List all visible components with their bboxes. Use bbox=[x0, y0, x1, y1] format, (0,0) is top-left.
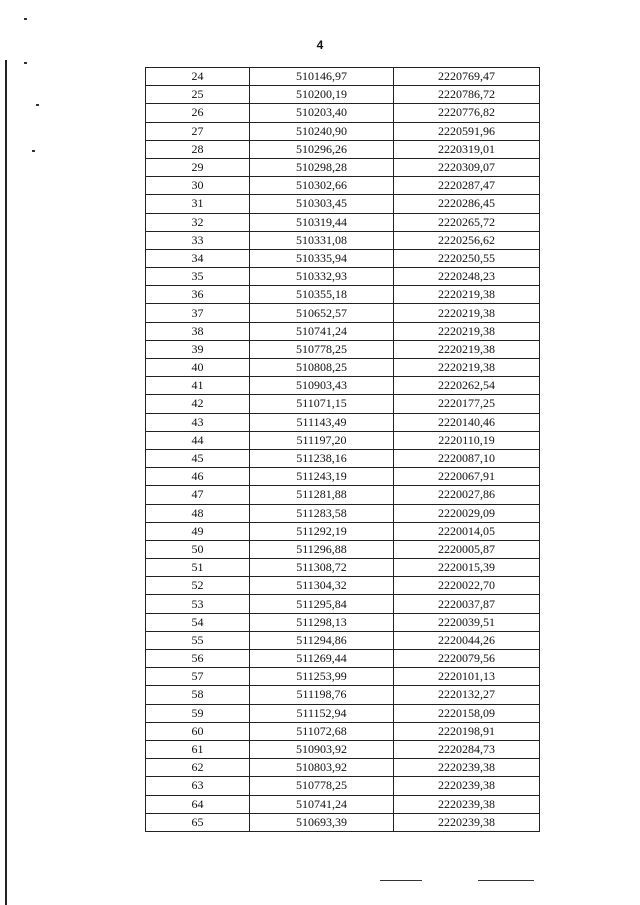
y-coordinate-cell: 2220250,55 bbox=[394, 249, 540, 267]
point-number-cell: 53 bbox=[146, 595, 250, 613]
x-coordinate-cell: 510303,45 bbox=[250, 195, 394, 213]
x-coordinate-cell: 510331,08 bbox=[250, 231, 394, 249]
y-coordinate-cell: 2220219,38 bbox=[394, 340, 540, 358]
table-row bbox=[146, 722, 540, 740]
y-coordinate-cell: 2220177,25 bbox=[394, 395, 540, 413]
y-coordinate-cell: 2220101,13 bbox=[394, 668, 540, 686]
point-number-cell: 39 bbox=[146, 340, 250, 358]
point-number-cell: 45 bbox=[146, 449, 250, 467]
table-row bbox=[146, 68, 540, 86]
y-coordinate-cell: 2220287,47 bbox=[394, 177, 540, 195]
y-coordinate-cell: 2220005,87 bbox=[394, 540, 540, 558]
y-coordinate-cell: 2220014,05 bbox=[394, 522, 540, 540]
point-number-cell: 33 bbox=[146, 231, 250, 249]
table-row bbox=[146, 650, 540, 668]
table-row bbox=[146, 813, 540, 831]
point-number-cell: 59 bbox=[146, 704, 250, 722]
x-coordinate-cell: 511298,13 bbox=[250, 613, 394, 631]
x-coordinate-cell: 510903,43 bbox=[250, 377, 394, 395]
point-number-cell: 51 bbox=[146, 559, 250, 577]
y-coordinate-cell: 2220262,54 bbox=[394, 377, 540, 395]
point-number-cell: 57 bbox=[146, 668, 250, 686]
x-coordinate-cell: 510302,66 bbox=[250, 177, 394, 195]
table-row bbox=[146, 504, 540, 522]
table-row bbox=[146, 631, 540, 649]
point-number-cell: 48 bbox=[146, 504, 250, 522]
point-number-cell: 60 bbox=[146, 722, 250, 740]
table-row bbox=[146, 322, 540, 340]
point-number-cell: 50 bbox=[146, 540, 250, 558]
table-row bbox=[146, 595, 540, 613]
table-row bbox=[146, 668, 540, 686]
x-coordinate-cell: 511283,58 bbox=[250, 504, 394, 522]
y-coordinate-cell: 2220248,23 bbox=[394, 268, 540, 286]
x-coordinate-cell: 511238,16 bbox=[250, 449, 394, 467]
table-row bbox=[146, 195, 540, 213]
point-number-cell: 49 bbox=[146, 522, 250, 540]
x-coordinate-cell: 510240,90 bbox=[250, 122, 394, 140]
point-number-cell: 46 bbox=[146, 468, 250, 486]
y-coordinate-cell: 2220265,72 bbox=[394, 213, 540, 231]
y-coordinate-cell: 2220591,96 bbox=[394, 122, 540, 140]
table-row bbox=[146, 340, 540, 358]
x-coordinate-cell: 510296,26 bbox=[250, 140, 394, 158]
x-coordinate-cell: 511143,49 bbox=[250, 413, 394, 431]
y-coordinate-cell: 2220027,86 bbox=[394, 486, 540, 504]
y-coordinate-cell: 2220319,01 bbox=[394, 140, 540, 158]
point-number-cell: 62 bbox=[146, 759, 250, 777]
x-coordinate-cell: 511243,19 bbox=[250, 468, 394, 486]
table-row bbox=[146, 468, 540, 486]
y-coordinate-cell: 2220219,38 bbox=[394, 286, 540, 304]
x-coordinate-cell: 511198,76 bbox=[250, 686, 394, 704]
y-coordinate-cell: 2220158,09 bbox=[394, 704, 540, 722]
x-coordinate-cell: 511072,68 bbox=[250, 722, 394, 740]
x-coordinate-cell: 511294,86 bbox=[250, 631, 394, 649]
page-number: 4 bbox=[316, 38, 324, 52]
point-number-cell: 52 bbox=[146, 577, 250, 595]
x-coordinate-cell: 511296,88 bbox=[250, 540, 394, 558]
y-coordinate-cell: 2220029,09 bbox=[394, 504, 540, 522]
table-row bbox=[146, 122, 540, 140]
point-number-cell: 63 bbox=[146, 777, 250, 795]
point-number-cell: 36 bbox=[146, 286, 250, 304]
x-coordinate-cell: 511308,72 bbox=[250, 559, 394, 577]
table-row bbox=[146, 177, 540, 195]
table-row bbox=[146, 304, 540, 322]
table-row bbox=[146, 377, 540, 395]
table-row bbox=[146, 686, 540, 704]
x-coordinate-cell: 510741,24 bbox=[250, 322, 394, 340]
point-number-cell: 32 bbox=[146, 213, 250, 231]
table-row bbox=[146, 777, 540, 795]
y-coordinate-cell: 2220219,38 bbox=[394, 322, 540, 340]
x-coordinate-cell: 510741,24 bbox=[250, 795, 394, 813]
x-coordinate-cell: 510200,19 bbox=[250, 86, 394, 104]
y-coordinate-cell: 2220140,46 bbox=[394, 413, 540, 431]
table-row bbox=[146, 431, 540, 449]
coordinates-table bbox=[145, 67, 540, 832]
point-number-cell: 37 bbox=[146, 304, 250, 322]
point-number-cell: 40 bbox=[146, 359, 250, 377]
x-coordinate-cell: 510298,28 bbox=[250, 158, 394, 176]
point-number-cell: 65 bbox=[146, 813, 250, 831]
y-coordinate-cell: 2220087,10 bbox=[394, 449, 540, 467]
x-coordinate-cell: 511281,88 bbox=[250, 486, 394, 504]
x-coordinate-cell: 510355,18 bbox=[250, 286, 394, 304]
x-coordinate-cell: 510803,92 bbox=[250, 759, 394, 777]
x-coordinate-cell: 511292,19 bbox=[250, 522, 394, 540]
point-number-cell: 31 bbox=[146, 195, 250, 213]
table-row bbox=[146, 286, 540, 304]
table-row bbox=[146, 795, 540, 813]
point-number-cell: 34 bbox=[146, 249, 250, 267]
table-row bbox=[146, 449, 540, 467]
point-number-cell: 61 bbox=[146, 740, 250, 758]
y-coordinate-cell: 2220039,51 bbox=[394, 613, 540, 631]
table-row bbox=[146, 540, 540, 558]
y-coordinate-cell: 2220786,72 bbox=[394, 86, 540, 104]
table-row bbox=[146, 413, 540, 431]
y-coordinate-cell: 2220239,38 bbox=[394, 777, 540, 795]
y-coordinate-cell: 2220776,82 bbox=[394, 104, 540, 122]
x-coordinate-cell: 510335,94 bbox=[250, 249, 394, 267]
scan-speck bbox=[36, 104, 39, 106]
x-coordinate-cell: 510808,25 bbox=[250, 359, 394, 377]
x-coordinate-cell: 510203,40 bbox=[250, 104, 394, 122]
table-row bbox=[146, 577, 540, 595]
y-coordinate-cell: 2220286,45 bbox=[394, 195, 540, 213]
point-number-cell: 30 bbox=[146, 177, 250, 195]
x-coordinate-cell: 511071,15 bbox=[250, 395, 394, 413]
x-coordinate-cell: 510319,44 bbox=[250, 213, 394, 231]
y-coordinate-cell: 2220044,26 bbox=[394, 631, 540, 649]
x-coordinate-cell: 511304,32 bbox=[250, 577, 394, 595]
table-row bbox=[146, 395, 540, 413]
point-number-cell: 29 bbox=[146, 158, 250, 176]
table-row bbox=[146, 231, 540, 249]
table-row bbox=[146, 704, 540, 722]
table-row bbox=[146, 486, 540, 504]
point-number-cell: 38 bbox=[146, 322, 250, 340]
point-number-cell: 25 bbox=[146, 86, 250, 104]
coordinates-table-body bbox=[146, 68, 540, 832]
point-number-cell: 44 bbox=[146, 431, 250, 449]
y-coordinate-cell: 2220037,87 bbox=[394, 595, 540, 613]
point-number-cell: 27 bbox=[146, 122, 250, 140]
scan-speck bbox=[24, 62, 27, 64]
table-row bbox=[146, 140, 540, 158]
point-number-cell: 47 bbox=[146, 486, 250, 504]
point-number-cell: 41 bbox=[146, 377, 250, 395]
point-number-cell: 58 bbox=[146, 686, 250, 704]
point-number-cell: 54 bbox=[146, 613, 250, 631]
y-coordinate-cell: 2220219,38 bbox=[394, 304, 540, 322]
table-row bbox=[146, 86, 540, 104]
scan-binding-edge bbox=[5, 60, 7, 905]
point-number-cell: 42 bbox=[146, 395, 250, 413]
table-row bbox=[146, 740, 540, 758]
point-number-cell: 26 bbox=[146, 104, 250, 122]
point-number-cell: 55 bbox=[146, 631, 250, 649]
point-number-cell: 43 bbox=[146, 413, 250, 431]
y-coordinate-cell: 2220015,39 bbox=[394, 559, 540, 577]
point-number-cell: 28 bbox=[146, 140, 250, 158]
scan-artifact-line bbox=[478, 880, 534, 881]
point-number-cell: 24 bbox=[146, 68, 250, 86]
x-coordinate-cell: 510903,92 bbox=[250, 740, 394, 758]
scan-speck bbox=[24, 18, 27, 20]
y-coordinate-cell: 2220219,38 bbox=[394, 359, 540, 377]
x-coordinate-cell: 510652,57 bbox=[250, 304, 394, 322]
y-coordinate-cell: 2220256,62 bbox=[394, 231, 540, 249]
table-row bbox=[146, 759, 540, 777]
table-row bbox=[146, 213, 540, 231]
x-coordinate-cell: 511269,44 bbox=[250, 650, 394, 668]
table-row bbox=[146, 613, 540, 631]
y-coordinate-cell: 2220132,27 bbox=[394, 686, 540, 704]
x-coordinate-cell: 511295,84 bbox=[250, 595, 394, 613]
x-coordinate-cell: 510778,25 bbox=[250, 340, 394, 358]
x-coordinate-cell: 510693,39 bbox=[250, 813, 394, 831]
y-coordinate-cell: 2220284,73 bbox=[394, 740, 540, 758]
y-coordinate-cell: 2220309,07 bbox=[394, 158, 540, 176]
y-coordinate-cell: 2220067,91 bbox=[394, 468, 540, 486]
table-row bbox=[146, 559, 540, 577]
y-coordinate-cell: 2220022,70 bbox=[394, 577, 540, 595]
y-coordinate-cell: 2220769,47 bbox=[394, 68, 540, 86]
point-number-cell: 64 bbox=[146, 795, 250, 813]
table-row bbox=[146, 522, 540, 540]
y-coordinate-cell: 2220198,91 bbox=[394, 722, 540, 740]
x-coordinate-cell: 510332,93 bbox=[250, 268, 394, 286]
x-coordinate-cell: 510146,97 bbox=[250, 68, 394, 86]
y-coordinate-cell: 2220110,19 bbox=[394, 431, 540, 449]
y-coordinate-cell: 2220239,38 bbox=[394, 813, 540, 831]
table-row bbox=[146, 268, 540, 286]
x-coordinate-cell: 511197,20 bbox=[250, 431, 394, 449]
table-row bbox=[146, 249, 540, 267]
point-number-cell: 35 bbox=[146, 268, 250, 286]
table-row bbox=[146, 158, 540, 176]
y-coordinate-cell: 2220079,56 bbox=[394, 650, 540, 668]
y-coordinate-cell: 2220239,38 bbox=[394, 795, 540, 813]
x-coordinate-cell: 510778,25 bbox=[250, 777, 394, 795]
table-row bbox=[146, 359, 540, 377]
scan-speck bbox=[32, 150, 35, 152]
x-coordinate-cell: 511152,94 bbox=[250, 704, 394, 722]
scan-artifact-line bbox=[380, 880, 422, 881]
x-coordinate-cell: 511253,99 bbox=[250, 668, 394, 686]
table-row bbox=[146, 104, 540, 122]
y-coordinate-cell: 2220239,38 bbox=[394, 759, 540, 777]
point-number-cell: 56 bbox=[146, 650, 250, 668]
